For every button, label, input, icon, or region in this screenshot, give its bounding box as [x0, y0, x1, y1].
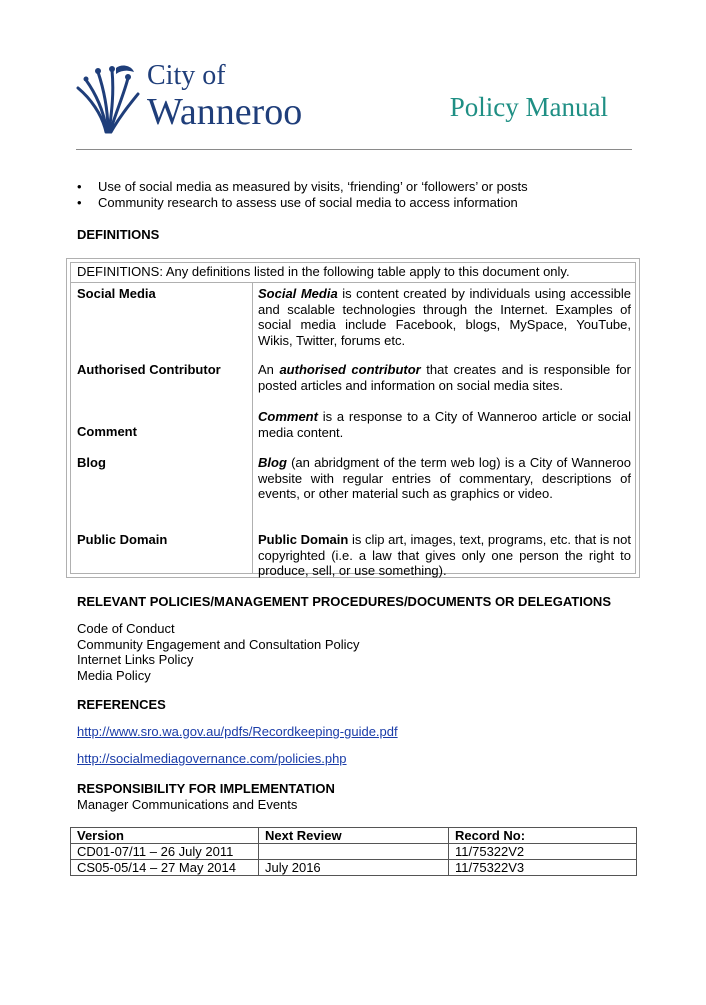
definition-keyword: Blog: [258, 455, 287, 470]
table-cell: July 2016: [259, 860, 449, 876]
term-social-media: Social Media: [77, 286, 156, 301]
logo-city-of-text: City of: [147, 60, 226, 91]
table-cell: CS05-05/14 – 27 May 2014: [71, 860, 259, 876]
bullet-list: [76, 179, 528, 211]
definition-social-media: [258, 286, 631, 348]
definition-comment: [258, 409, 631, 440]
table-header-row: [71, 828, 637, 844]
term-authorised-contributor: Authorised Contributor: [77, 362, 221, 377]
definitions-intro: DEFINITIONS: Any definitions listed in the following table apply to this document only.: [77, 264, 570, 279]
list-item: • Community research to assess use of social media to access information: [76, 195, 528, 211]
relevant-policies-heading: RELEVANT POLICIES/MANAGEMENT PROCEDURES/DOCUMENTS OR DELEGATIONS: [77, 594, 611, 609]
list-item: • Use of social media as measured by visits, ‘friending’ or ‘followers’ or posts: [76, 179, 528, 195]
table-cell: 11/75322V3: [449, 860, 637, 876]
reference-link-socialmediagovernance[interactable]: http://socialmediagovernance.com/policies.php: [77, 751, 347, 766]
table-cell: CD01-07/11 – 26 July 2011: [71, 844, 259, 860]
definition-text: is a response to a City of Wanneroo article or social media content.: [258, 409, 631, 440]
list-item: Internet Links Policy: [77, 652, 194, 667]
divider: [252, 282, 253, 573]
definition-blog: [258, 455, 631, 502]
divider: [71, 282, 635, 283]
related-document-list: [77, 621, 360, 683]
definition-keyword: Public Domain: [258, 532, 349, 547]
list-item: Code of Conduct: [77, 621, 175, 636]
term-public-domain: Public Domain: [77, 532, 168, 547]
logo-wanneroo-text: Wanneroo: [147, 91, 303, 133]
term-blog: Blog: [77, 455, 106, 470]
definition-keyword: Social Media: [258, 286, 338, 301]
reference-link-recordkeeping[interactable]: http://www.sro.wa.gov.au/pdfs/Recordkeeping-guide.pdf: [77, 724, 398, 739]
column-header-record-no: Record No:: [449, 828, 637, 844]
term-comment: Comment: [77, 424, 137, 439]
table-cell: [259, 844, 449, 860]
definition-text: is content created by individuals using accessible and scalable technologies through the Internet. Examples of social media include Facebook, blogs, MySpace, YouTube, Wikis, Twitter, forums etc.: [258, 286, 631, 348]
definition-authorised-contributor: [258, 362, 631, 393]
grass-tree-logo-icon: [76, 64, 140, 134]
table-row: [71, 844, 637, 860]
definitions-heading: DEFINITIONS: [77, 227, 160, 242]
list-item: Media Policy: [77, 667, 151, 683]
table-row: [71, 860, 637, 876]
column-header-version: Version: [71, 828, 259, 844]
table-cell: 11/75322V2: [449, 844, 637, 860]
definition-text: that creates and is responsible for posted articles and information on social media sites.: [258, 362, 631, 393]
definition-keyword: Comment: [258, 409, 318, 424]
definitions-table: [66, 258, 640, 578]
policy-manual-title: Policy Manual: [449, 92, 608, 122]
definition-text: is clip art, images, text, programs, etc. that is not copyrighted (i.e. a law that gives only one person the right to produce, sell, or use something).: [258, 532, 631, 579]
header-divider: [76, 149, 632, 150]
list-item: Community Engagement and Consultation Policy: [77, 636, 360, 652]
definitions-table-inner: [70, 262, 636, 579]
city-of-wanneroo-logo: [76, 62, 326, 138]
version-table: [70, 827, 637, 876]
definition-keyword: authorised contributor: [279, 362, 421, 377]
responsibility-text: Manager Communications and Events: [77, 797, 298, 812]
column-header-next-review: Next Review: [259, 828, 449, 844]
references-heading: REFERENCES: [77, 697, 166, 712]
definition-public-domain: [258, 532, 631, 579]
definition-text-prefix: An: [258, 362, 280, 377]
definition-text: (an abridgment of the term web log) is a City of Wanneroo website with regular entries of commentary, descriptions of events, or other material such as graphics or video.: [258, 455, 631, 502]
responsibility-heading: RESPONSIBILITY FOR IMPLEMENTATION: [77, 781, 335, 796]
